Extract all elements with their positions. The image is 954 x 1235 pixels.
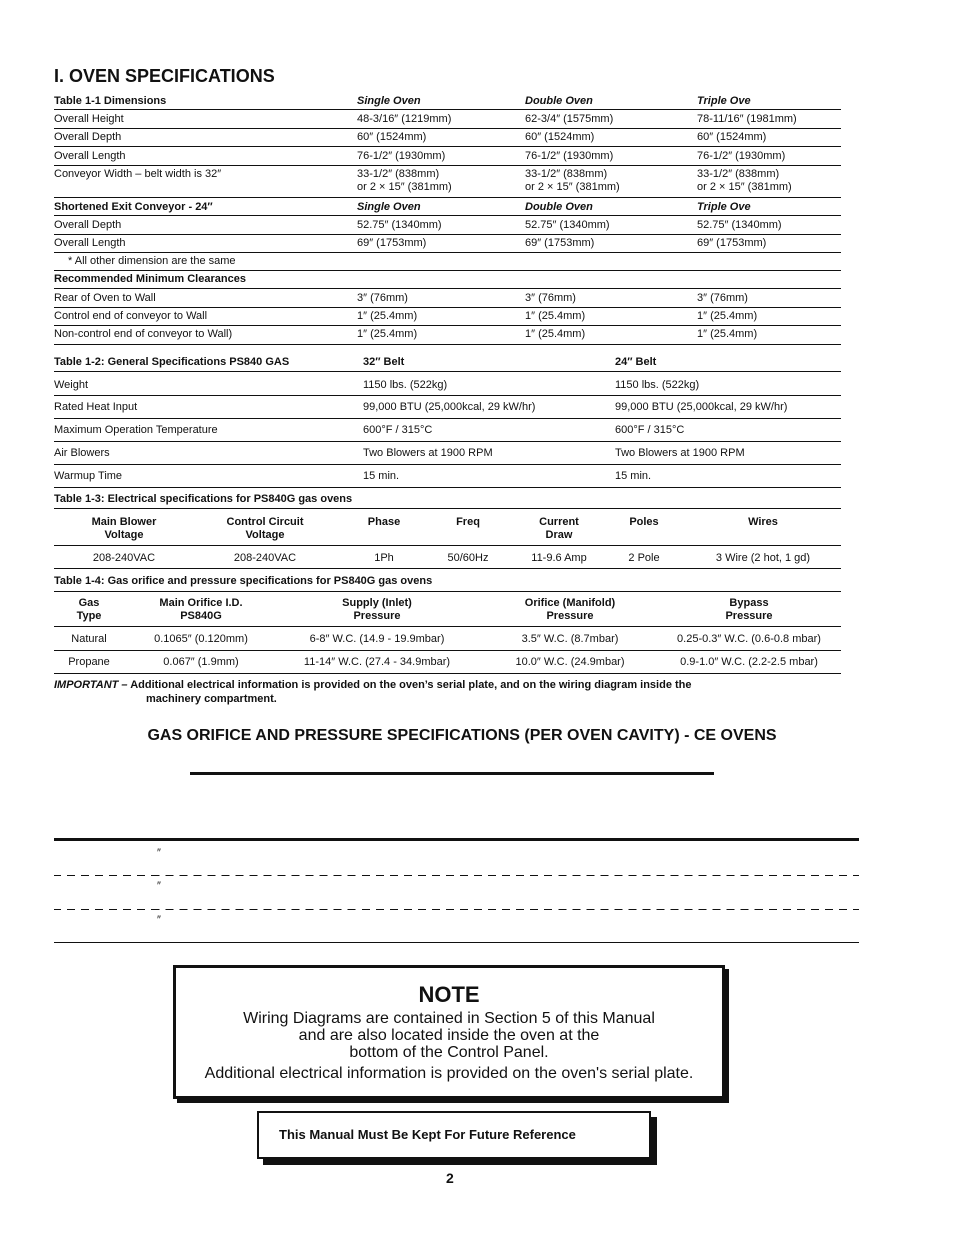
- cell: 76-1/2″ (1930mm): [697, 150, 786, 162]
- cell: Two Blowers at 1900 RPM: [615, 447, 745, 459]
- column-header: Current Draw: [539, 516, 579, 541]
- cell: 600°F / 315°C: [363, 424, 433, 436]
- cell: Two Blowers at 1900 RPM: [363, 447, 493, 459]
- cell: 1″ (25.4mm): [697, 310, 758, 322]
- cell: 69″ (1753mm): [697, 237, 767, 249]
- cell: 52.75″ (1340mm): [525, 219, 610, 231]
- cell: 60″ (1524mm): [357, 131, 427, 143]
- important-note-continued: machinery compartment.: [146, 693, 277, 705]
- cell: 99,000 BTU (25,000kcal, 29 kW/hr): [615, 401, 788, 413]
- cell: 10.0″ W.C. (24.9mbar): [515, 656, 625, 668]
- cell: 1″ (25.4mm): [697, 328, 758, 340]
- cell: 208-240VAC: [233, 552, 297, 564]
- row-label: Control end of conveyor to Wall: [54, 310, 208, 322]
- cell: 0.067″ (1.9mm): [163, 656, 239, 668]
- column-header: Bypass Pressure: [725, 597, 773, 622]
- cell: 33-1/2″ (838mm) or 2 × 15″ (381mm): [525, 168, 620, 193]
- cell: 76-1/2″ (1930mm): [357, 150, 446, 162]
- row-label: Rear of Oven to Wall: [54, 292, 156, 304]
- cell: Propane: [68, 656, 110, 668]
- cell: 1Ph: [374, 552, 394, 564]
- table-title: Table 1-3: Electrical specifications for PS840G gas ovens: [54, 493, 353, 505]
- table-rule: [54, 838, 859, 841]
- cell: 2 Pole: [628, 552, 660, 564]
- reference-text: This Manual Must Be Kept For Future Reference: [279, 1127, 576, 1142]
- cell: 1150 lbs. (522kg): [615, 379, 700, 391]
- cell: 69″ (1753mm): [357, 237, 427, 249]
- column-header: Freq: [456, 516, 480, 528]
- note-line: Wiring Diagrams are contained in Section 5 of this Manual: [243, 1010, 655, 1027]
- column-header: Poles: [629, 516, 659, 528]
- cell: 1″ (25.4mm): [357, 328, 418, 340]
- cell: 60″ (1524mm): [525, 131, 595, 143]
- column-header: Triple Ove: [697, 201, 751, 213]
- column-header: Single Oven: [357, 95, 421, 107]
- cell: 76-1/2″ (1930mm): [525, 150, 614, 162]
- row-label: Overall Depth: [54, 131, 122, 143]
- ce-heading-rule: [190, 772, 714, 775]
- note-line: Additional electrical information is provided on the oven's serial plate.: [204, 1065, 694, 1082]
- subsection-title: Shortened Exit Conveyor - 24″: [54, 201, 213, 213]
- row-label: Overall Length: [54, 150, 126, 162]
- row-label: Weight: [54, 379, 89, 391]
- table-rule: [54, 942, 859, 943]
- cell: 6-8″ W.C. (14.9 - 19.9mbar): [309, 633, 445, 645]
- inch-mark: ″: [157, 914, 161, 926]
- important-note: IMPORTANT – Additional electrical information is provided on the oven’s serial plate, and on the wiring diagram inside the: [54, 679, 692, 691]
- cell: 208-240VAC: [92, 552, 156, 564]
- inch-mark: ″: [157, 847, 161, 859]
- ce-section-heading: GAS ORIFICE AND PRESSURE SPECIFICATIONS (PER OVEN CAVITY) - CE OVENS: [147, 727, 777, 744]
- cell: 600°F / 315°C: [615, 424, 685, 436]
- footnote: * All other dimension are the same: [68, 255, 236, 267]
- cell: 3″ (76mm): [357, 292, 408, 304]
- row-label: Conveyor Width – belt width is 32″: [54, 168, 222, 180]
- cell: 11-9.6 Amp: [531, 552, 587, 564]
- row-label: Non-control end of conveyor to Wall): [54, 328, 233, 340]
- cell: 3 Wire (2 hot, 1 gd): [715, 552, 811, 564]
- cell: 3.5″ W.C. (8.7mbar): [521, 633, 619, 645]
- cell: 3″ (76mm): [697, 292, 748, 304]
- column-header: Gas Type: [76, 597, 102, 622]
- inch-mark: ″: [157, 880, 161, 892]
- cell: Natural: [71, 633, 107, 645]
- column-header: Orifice (Manifold) Pressure: [524, 597, 616, 622]
- table-title: Table 1-4: Gas orifice and pressure specifications for PS840G gas ovens: [54, 575, 433, 587]
- row-label: Warmup Time: [54, 470, 123, 482]
- cell: 52.75″ (1340mm): [697, 219, 782, 231]
- cell: 11-14″ W.C. (27.4 - 34.9mbar): [303, 656, 451, 668]
- note-title: NOTE: [418, 982, 480, 1007]
- column-header: Main Blower Voltage: [91, 516, 157, 541]
- column-header: Single Oven: [357, 201, 421, 213]
- row-label: Maximum Operation Temperature: [54, 424, 218, 436]
- column-header: Supply (Inlet) Pressure: [342, 597, 412, 622]
- subsection-title: Recommended Minimum Clearances: [54, 273, 246, 285]
- column-header: Wires: [748, 516, 778, 528]
- cell: 48-3/16″ (1219mm): [357, 113, 452, 125]
- note-line: and are also located inside the oven at the: [298, 1027, 600, 1044]
- column-header: Triple Ove: [697, 95, 751, 107]
- column-header: 32″ Belt: [363, 356, 405, 368]
- cell: 1″ (25.4mm): [525, 310, 586, 322]
- table-title: Table 1-1 Dimensions: [54, 95, 167, 107]
- row-label: Air Blowers: [54, 447, 110, 459]
- row-label: Rated Heat Input: [54, 401, 138, 413]
- cell: 62-3/4″ (1575mm): [525, 113, 614, 125]
- column-header: Main Orifice I.D. PS840G: [159, 597, 243, 622]
- page-number: 2: [446, 1170, 454, 1186]
- reference-box: [257, 1111, 651, 1159]
- cell: 50/60Hz: [447, 552, 489, 564]
- column-header: Double Oven: [525, 95, 593, 107]
- column-header: Phase: [367, 516, 401, 528]
- table-title: Table 1-2: General Specifications PS840 GAS: [54, 356, 290, 368]
- row-label: Overall Height: [54, 113, 124, 125]
- row-label: Overall Length: [54, 237, 126, 249]
- cell: 60″ (1524mm): [697, 131, 767, 143]
- cell: 78-11/16″ (1981mm): [697, 113, 797, 125]
- note-line: bottom of the Control Panel.: [349, 1044, 549, 1061]
- cell: 3″ (76mm): [525, 292, 576, 304]
- cell: 15 min.: [363, 470, 400, 482]
- section-heading: I. OVEN SPECIFICATIONS: [54, 66, 275, 86]
- cell: 1150 lbs. (522kg): [363, 379, 448, 391]
- cell: 33-1/2″ (838mm) or 2 × 15″ (381mm): [697, 168, 792, 193]
- cell: 1″ (25.4mm): [525, 328, 586, 340]
- column-header: Double Oven: [525, 201, 593, 213]
- column-header: Control Circuit Voltage: [226, 516, 304, 541]
- column-header: 24″ Belt: [615, 356, 657, 368]
- row-label: Overall Depth: [54, 219, 122, 231]
- cell: 0.25-0.3″ W.C. (0.6-0.8 mbar): [677, 633, 821, 645]
- cell: 69″ (1753mm): [525, 237, 595, 249]
- cell: 1″ (25.4mm): [357, 310, 418, 322]
- cell: 15 min.: [615, 470, 652, 482]
- note-box: [173, 965, 725, 1099]
- cell: 0.9-1.0″ W.C. (2.2-2.5 mbar): [680, 656, 818, 668]
- cell: 52.75″ (1340mm): [357, 219, 442, 231]
- cell: 0.1065″ (0.120mm): [154, 633, 248, 645]
- cell: 99,000 BTU (25,000kcal, 29 kW/hr): [363, 401, 536, 413]
- cell: 33-1/2″ (838mm) or 2 × 15″ (381mm): [357, 168, 452, 193]
